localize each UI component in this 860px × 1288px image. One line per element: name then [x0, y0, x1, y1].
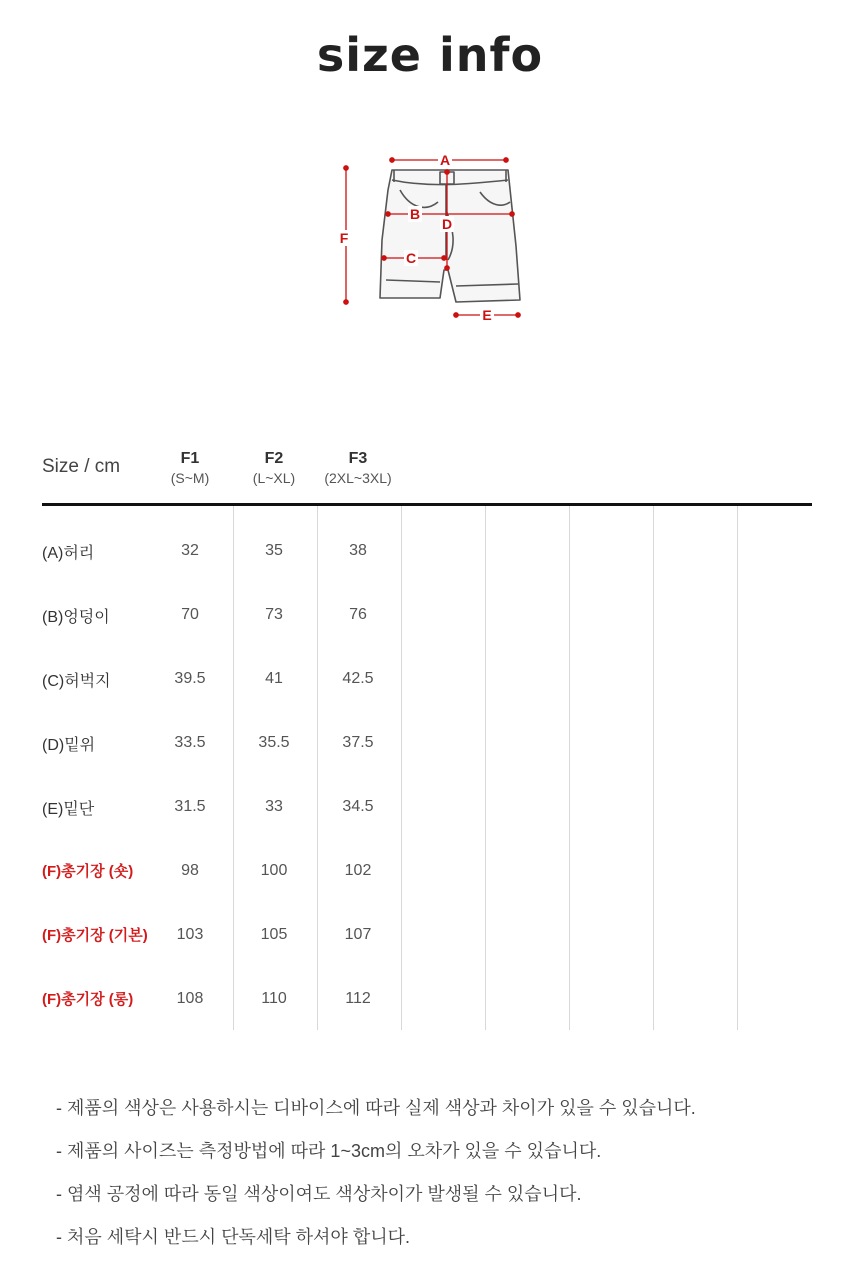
table-cell: 34.5	[342, 798, 374, 815]
shorts-measurement-diagram	[330, 150, 530, 330]
note-item: - 제품의 사이즈는 측정방법에 따라 1~3cm의 오차가 있을 수 있습니다.	[56, 1141, 602, 1161]
table-cell: 103	[176, 926, 204, 943]
column-divider	[737, 506, 738, 1030]
column-range: (L~XL)	[252, 470, 296, 486]
table-cell: 73	[265, 606, 283, 623]
diagram-label-a: A	[439, 152, 451, 168]
note-item: - 제품의 색상은 사용하시는 디바이스에 따라 실제 색상과 차이가 있을 수 있습니다.	[56, 1098, 696, 1118]
note-item: - 처음 세탁시 반드시 단독세탁 하셔야 합니다.	[56, 1227, 410, 1247]
column-divider	[233, 506, 234, 1030]
table-cell: 76	[349, 606, 367, 623]
table-cell: 110	[261, 990, 287, 1007]
column-header-f1	[148, 450, 232, 486]
diagram-label-d: D	[441, 216, 453, 232]
column-divider	[485, 506, 486, 1030]
row-label: (F)총기장 (숏)	[42, 863, 134, 880]
table-cell: 33	[265, 798, 283, 815]
diagram-label-f: F	[339, 230, 349, 246]
table-cell: 108	[176, 990, 204, 1007]
row-label: (E)밑단	[42, 801, 95, 818]
table-cell: 41	[265, 670, 283, 687]
row-label: (A)허리	[42, 545, 95, 562]
table-cell: 70	[181, 606, 199, 623]
column-range: (S~M)	[170, 470, 210, 486]
table-cell: 32	[181, 542, 199, 559]
column-header-f2	[232, 450, 316, 486]
notes-list	[56, 1094, 696, 1266]
table-cell: 107	[344, 926, 372, 943]
diagram-label-e: E	[482, 307, 492, 323]
table-cell: 31.5	[174, 798, 206, 815]
diagram-label-b: B	[409, 206, 421, 222]
shorts-sketch-icon	[330, 150, 530, 330]
table-cell: 102	[344, 862, 372, 879]
row-label: (F)총기장 (롱)	[42, 991, 134, 1008]
diagram-label-c: C	[405, 250, 417, 266]
row-label: (F)총기장 (기본)	[42, 927, 148, 944]
note-item: - 염색 공정에 따라 동일 색상이여도 색상차이가 발생될 수 있습니다.	[56, 1184, 582, 1204]
table-cell: 100	[260, 862, 288, 879]
table-cell: 39.5	[174, 670, 206, 687]
table-cell: 38	[349, 542, 367, 559]
table-cell: 105	[260, 926, 288, 943]
table-cell: 35	[265, 542, 283, 559]
table-cell: 98	[181, 862, 199, 879]
row-label: (C)허벅지	[42, 673, 111, 690]
column-divider	[653, 506, 654, 1030]
column-name: F3	[348, 450, 368, 467]
column-divider	[317, 506, 318, 1030]
column-divider	[401, 506, 402, 1030]
row-label: (B)엉덩이	[42, 609, 110, 626]
column-divider	[569, 506, 570, 1030]
column-name: F1	[180, 450, 200, 467]
page-title: size info	[316, 28, 544, 82]
column-header-f3	[316, 450, 400, 486]
table-header-divider	[42, 503, 812, 506]
table-cell: 33.5	[174, 734, 206, 751]
column-name: F2	[264, 450, 284, 467]
table-cell: 35.5	[258, 734, 290, 751]
row-label: (D)밑위	[42, 737, 96, 754]
size-unit-header: Size / cm	[42, 456, 121, 477]
table-cell: 112	[345, 990, 371, 1007]
table-cell: 37.5	[342, 734, 374, 751]
table-cell: 42.5	[342, 670, 374, 687]
column-range: (2XL~3XL)	[324, 470, 392, 486]
